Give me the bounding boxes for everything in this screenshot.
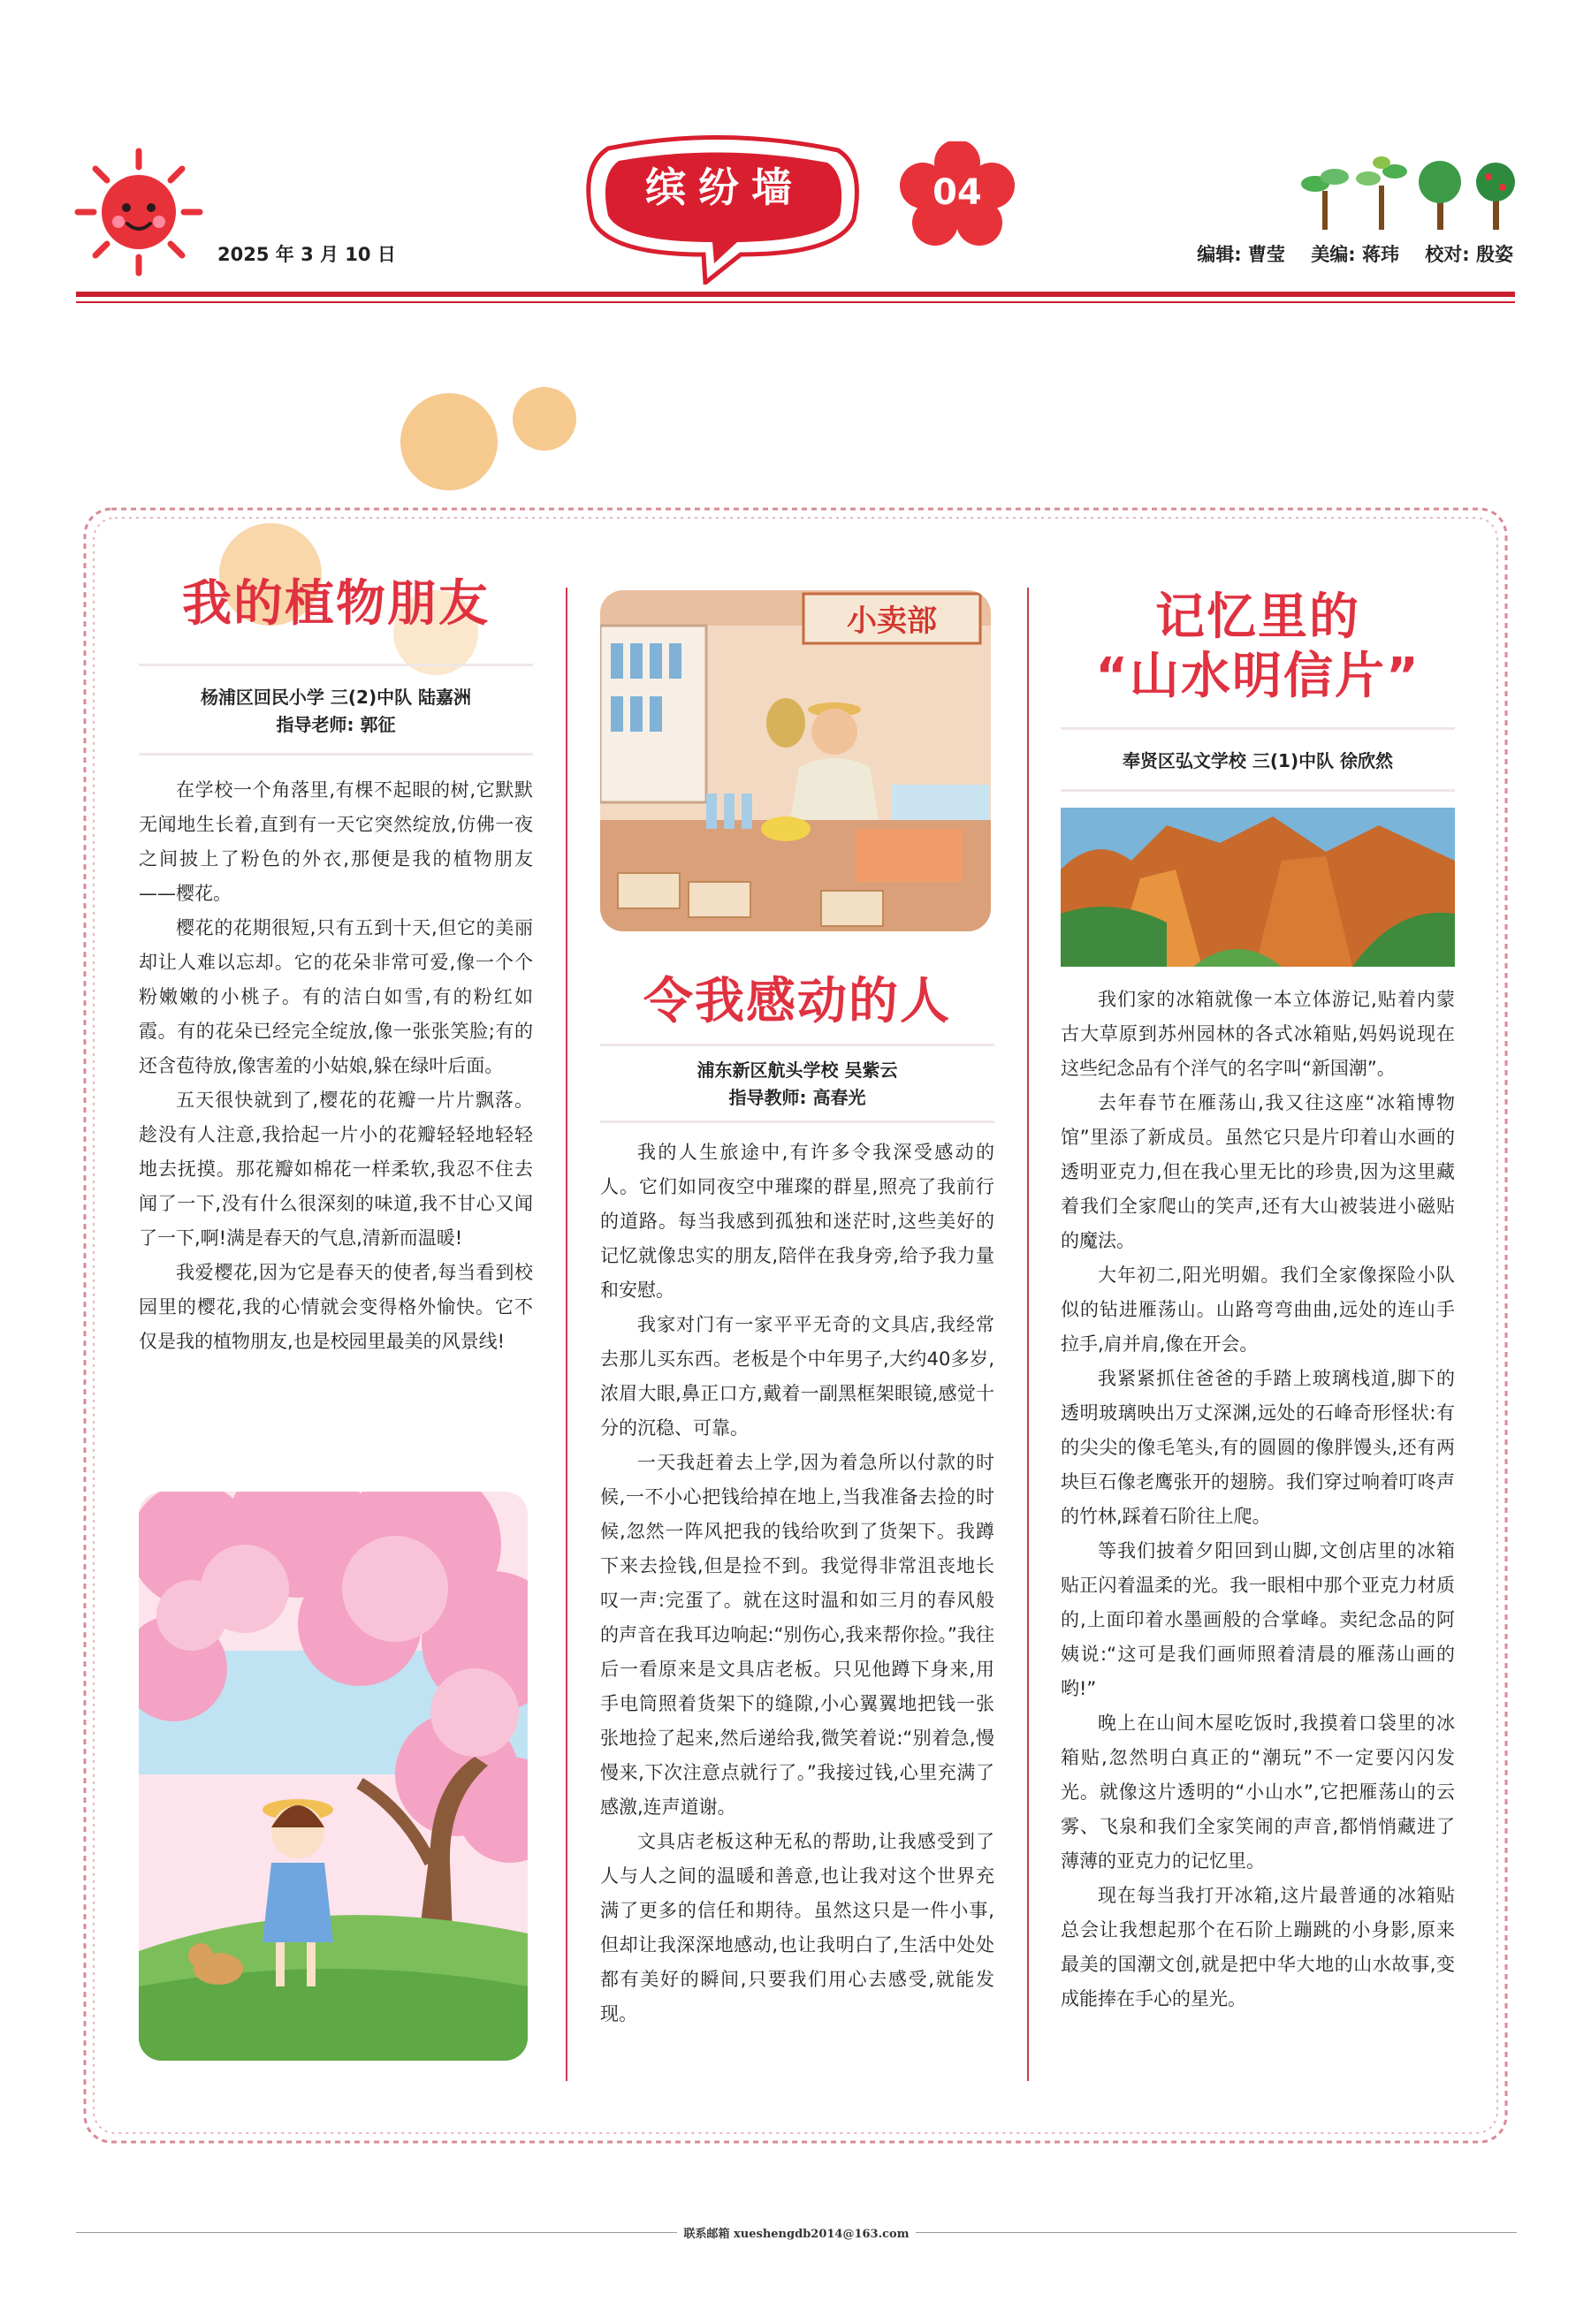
article-title: 我的植物朋友 <box>182 575 490 633</box>
footer-contact: 联系邮箱 xueshengdb2014@163.com <box>683 2228 910 2241</box>
paragraph: 樱花的花期很短,只有五到十天,但它的美丽却让人难以忘却。它的花朵非常可爱,像一个个粉嫩嫩的小桃子。有的洁白如雪,有的粉红如霞。有的花朵已经完全绽放,像一张张笑脸;有的还含苞待放,像害羞的小姑娘,躲在绿叶后面。 <box>139 917 533 1077</box>
article-byline <box>600 1057 994 1112</box>
paragraph: 去年春节在雁荡山,我又往这座“冰箱博物馆”里添了新成员。虽然它只是片印着山水画的透明亚克力,但在我心里无比的珍贵,因为这里藏着我们全家爬山的笑声,还有大山被装进小磁贴的魔法。 <box>1061 1092 1455 1252</box>
designer-credit: 美编: 蒋玮 <box>1311 244 1399 265</box>
paragraph: 在学校一个角落里,有棵不起眼的树,它默默无闻地生长着,直到有一天它突然绽放,仿佛一夜之间披上了粉色的外衣,那便是我的植物朋友——樱花。 <box>139 779 533 905</box>
paragraph: 现在每当我打开冰箱,这片最普通的冰箱贴总会让我想起那个在石阶上蹦跳的小身影,原来最美的国潮文创,就是把中华大地的山水故事,变成能捧在手心的星光。 <box>1061 1885 1455 2010</box>
article-byline <box>139 684 533 739</box>
page-number: 04 <box>933 172 982 213</box>
article-title: 令我感动的人 <box>643 973 951 1030</box>
article-moving-person <box>600 972 994 2032</box>
mountain-landscape-illustration <box>1061 808 1455 967</box>
article-plant-friend <box>139 574 533 1359</box>
paragraph: 我爱樱花,因为它是春天的使者,每当看到校园里的樱花,我的心情就会变得格外愉快。它不仅是我的植物朋友,也是校园里最美的风景线! <box>139 1262 533 1353</box>
column-divider <box>566 588 567 2081</box>
proofreader-credit: 校对: 殷姿 <box>1425 244 1513 265</box>
paragraph: 我家对门有一家平平无奇的文具店,我经常去那儿买东西。老板是个中年男子,大约40多岁,浓眉大眼,鼻正口方,戴着一副黑框架眼镜,感觉十分的沉稳、可靠。 <box>600 1314 994 1439</box>
paragraph: 文具店老板这种无私的帮助,让我感受到了人与人之间的温暖和善意,也让我对这个世界充满了更多的信任和期待。虽然这只是一件小事,但却让我深深地感动,也让我明白了,生活中处处都有美好的瞬间,只要我们用心去感受,就能发现。 <box>600 1831 994 2025</box>
paragraph: 等我们披着夕阳回到山脚,文创店里的冰箱贴正闪着温柔的光。我一眼相中那个亚克力材质的,上面印着水墨画般的合掌峰。卖纪念品的阿姨说:“这可是我们画师照着清晨的雁荡山画的哟!” <box>1061 1540 1455 1700</box>
shop-sign-text: 小卖部 <box>847 604 937 639</box>
byline-author: 奉贤区弘文学校 三(1)中队 徐欣然 <box>1122 750 1394 772</box>
editor-credit: 编辑: 曹莹 <box>1197 244 1285 265</box>
byline-teacher: 指导教师: 高春光 <box>728 1087 866 1109</box>
decorative-dot <box>400 393 498 490</box>
paragraph: 一天我赶着去上学,因为着急所以付款的时候,一不小心把钱给掉在地上,当我准备去捡的时候,忽然一阵风把我的钱给吹到了货架下。我蹲下来去捡钱,但是捡不到。我觉得非常沮丧地长叹一声:完蛋了。就在这时温和如三月的春风般的声音在我耳边响起:“别伤心,我来帮你捡。”我往后一看原来是文具店老板。只见他蹲下身来,用手电筒照着货架下的缝隙,小心翼翼地把钱一张张地捡了起来,然后递给我,微笑着说:“别着急,慢慢来,下次注意点就行了。”我接过钱,心里充满了感激,连声道谢。 <box>600 1452 994 1819</box>
byline-author: 杨浦区回民小学 三(2)中队 陆嘉洲 <box>200 687 472 709</box>
decorative-dot <box>513 387 576 451</box>
paragraph: 大年初二,阳光明媚。我们全家像探险小队似的钻进雁荡山。山路弯弯曲曲,远处的连山手拉手,肩并肩,像在开会。 <box>1061 1265 1455 1356</box>
sun-mascot-icon <box>72 146 205 278</box>
byline-teacher: 指导老师: 郭征 <box>276 714 396 736</box>
header-rule-thin <box>76 301 1515 303</box>
article-body <box>1061 983 1455 2016</box>
footer-rule-right <box>916 2232 1517 2233</box>
header-rule <box>76 292 1515 297</box>
article-mountain-postcard <box>1061 588 1455 2016</box>
editorial-credits <box>1197 240 1513 267</box>
paragraph: 我紧紧抓住爸爸的手踏上玻璃栈道,脚下的透明玻璃映出万丈深渊,远处的石峰奇形怪状:有的尖尖的像毛笔头,有的圆圆的像胖馒头,还有两块巨石像老鹰张开的翅膀。我们穿过响着叮咚声的竹林,踩着石阶往上爬。 <box>1061 1368 1455 1528</box>
paragraph: 我们家的冰箱就像一本立体游记,贴着内蒙古大草原到苏州园林的各式冰箱贴,妈妈说现在这些纪念品有个洋气的名字叫“新国潮”。 <box>1061 989 1455 1080</box>
cherry-blossom-girl-illustration <box>139 1492 528 2061</box>
paragraph: 晚上在山间木屋吃饭时,我摸着口袋里的冰箱贴,忽然明白真正的“潮玩”不一定要闪闪发光。就像这片透明的“小山水”,它把雁荡山的云雾、飞泉和我们全家笑闹的声音,都悄悄藏进了薄薄的亚克力的记忆里。 <box>1061 1713 1455 1872</box>
article-title-line1: 记忆里的 <box>1155 589 1360 646</box>
article-byline <box>1061 748 1455 775</box>
trees-decoration-icon <box>1298 152 1517 230</box>
article-title-line2: “山水明信片” <box>1095 648 1420 706</box>
footer-rule-left <box>76 2232 677 2233</box>
article-body <box>600 1135 994 2032</box>
issue-date: 2025 年 3 月 10 日 <box>217 244 396 265</box>
paragraph: 我的人生旅途中,有许多令我深受感动的人。它们如同夜空中璀璨的群星,照亮了我前行的道路。每当我感到孤独和迷茫时,这些美好的记忆就像忠实的朋友,陪伴在我身旁,给予我力量和安慰。 <box>600 1142 994 1302</box>
section-title: 缤纷墙 <box>645 163 804 211</box>
article-body <box>139 773 533 1359</box>
paragraph: 五天很快就到了,樱花的花瓣一片片飘落。趁没有人注意,我拾起一片小的花瓣轻轻地轻轻地去抚摸。那花瓣如棉花一样柔软,我忍不住去闻了一下,没有什么很深刻的味道,我不甘心又闻了一下,啊!满是春天的气息,清新而温暖! <box>139 1090 533 1249</box>
column-divider <box>1027 588 1029 2081</box>
byline-author: 浦东新区航头学校 吴紫云 <box>697 1059 898 1082</box>
shop-illustration <box>600 590 991 931</box>
